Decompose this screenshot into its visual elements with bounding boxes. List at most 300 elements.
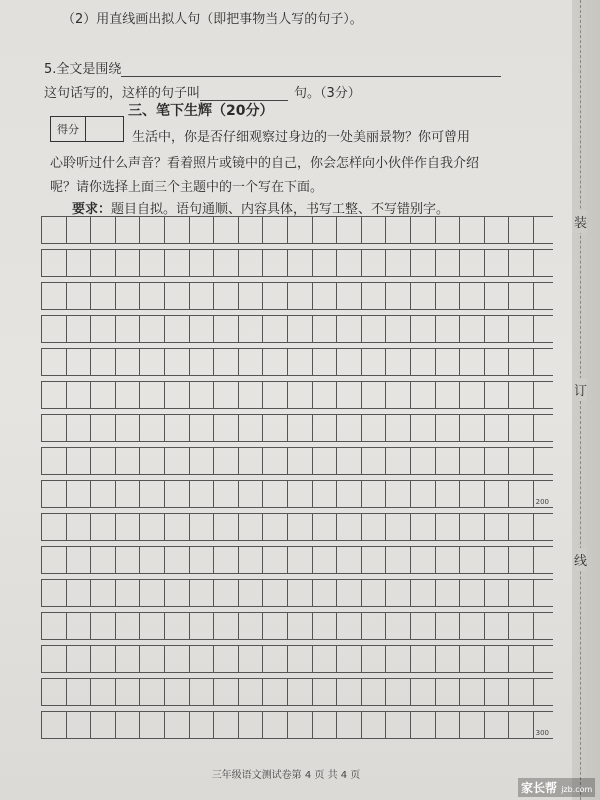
- grid-cell[interactable]: [67, 250, 92, 276]
- grid-cell[interactable]: [165, 349, 190, 375]
- grid-cell[interactable]: [42, 217, 67, 243]
- grid-cell[interactable]: [239, 547, 264, 573]
- grid-cell[interactable]: [239, 415, 264, 441]
- grid-cell[interactable]: [460, 349, 485, 375]
- grid-cell[interactable]: [42, 448, 67, 474]
- grid-cell[interactable]: [239, 646, 264, 672]
- grid-cell[interactable]: [116, 679, 141, 705]
- grid-cell[interactable]: [337, 646, 362, 672]
- grid-cell[interactable]: [214, 613, 239, 639]
- grid-cell[interactable]: [386, 580, 411, 606]
- grid-cell[interactable]: [313, 448, 338, 474]
- grid-cell[interactable]: [214, 481, 239, 507]
- grid-cell[interactable]: [42, 580, 67, 606]
- grid-cell[interactable]: [165, 481, 190, 507]
- grid-cell[interactable]: [165, 613, 190, 639]
- grid-cell[interactable]: [190, 217, 215, 243]
- grid-cell[interactable]: [337, 448, 362, 474]
- grid-cell[interactable]: [190, 547, 215, 573]
- grid-cell[interactable]: [386, 316, 411, 342]
- grid-cell[interactable]: [509, 250, 534, 276]
- grid-cell[interactable]: [239, 349, 264, 375]
- grid-cell[interactable]: [190, 382, 215, 408]
- grid-cell[interactable]: [386, 613, 411, 639]
- grid-cell[interactable]: [485, 415, 510, 441]
- grid-cell[interactable]: [214, 679, 239, 705]
- grid-cell[interactable]: [165, 316, 190, 342]
- grid-cell[interactable]: [116, 217, 141, 243]
- grid-cell[interactable]: [91, 250, 116, 276]
- grid-cell[interactable]: [67, 679, 92, 705]
- grid-cell[interactable]: [42, 514, 67, 540]
- grid-cell[interactable]: [190, 250, 215, 276]
- grid-cell[interactable]: [263, 349, 288, 375]
- grid-cell[interactable]: [288, 547, 313, 573]
- grid-cell[interactable]: [165, 712, 190, 738]
- grid-cell[interactable]: [42, 646, 67, 672]
- grid-cell[interactable]: [165, 217, 190, 243]
- grid-cell[interactable]: [263, 217, 288, 243]
- grid-cell[interactable]: [91, 580, 116, 606]
- grid-cell[interactable]: [42, 316, 67, 342]
- grid-cell[interactable]: [337, 712, 362, 738]
- grid-cell[interactable]: [190, 580, 215, 606]
- grid-cell[interactable]: [362, 547, 387, 573]
- grid-cell[interactable]: [288, 481, 313, 507]
- grid-cell[interactable]: [165, 646, 190, 672]
- grid-cell[interactable]: [263, 415, 288, 441]
- grid-cell[interactable]: [288, 448, 313, 474]
- grid-cell[interactable]: [386, 349, 411, 375]
- grid-cell[interactable]: [140, 250, 165, 276]
- grid-cell[interactable]: [263, 382, 288, 408]
- grid-cell[interactable]: [313, 547, 338, 573]
- grid-cell[interactable]: [436, 514, 461, 540]
- grid-cell[interactable]: [362, 712, 387, 738]
- grid-cell[interactable]: [239, 316, 264, 342]
- grid-cell[interactable]: [386, 547, 411, 573]
- grid-cell[interactable]: [337, 382, 362, 408]
- grid-cell[interactable]: [411, 481, 436, 507]
- grid-cell[interactable]: [67, 283, 92, 309]
- grid-cell[interactable]: [67, 580, 92, 606]
- grid-cell[interactable]: [411, 349, 436, 375]
- grid-cell[interactable]: [42, 613, 67, 639]
- grid-cell[interactable]: [509, 481, 534, 507]
- grid-cell[interactable]: [116, 481, 141, 507]
- grid-cell[interactable]: [190, 613, 215, 639]
- grid-cell[interactable]: [288, 217, 313, 243]
- grid-cell[interactable]: [239, 580, 264, 606]
- grid-cell[interactable]: [362, 250, 387, 276]
- grid-cell[interactable]: [386, 415, 411, 441]
- grid-cell[interactable]: [460, 481, 485, 507]
- grid-cell[interactable]: [436, 349, 461, 375]
- grid-cell[interactable]: [313, 217, 338, 243]
- grid-cell[interactable]: [509, 217, 534, 243]
- grid-cell[interactable]: [91, 283, 116, 309]
- grid-cell[interactable]: [411, 283, 436, 309]
- grid-cell[interactable]: [485, 580, 510, 606]
- grid-cell[interactable]: [436, 382, 461, 408]
- grid-cell[interactable]: [288, 514, 313, 540]
- grid-cell[interactable]: [214, 283, 239, 309]
- grid-cell[interactable]: [436, 448, 461, 474]
- grid-cell[interactable]: [460, 283, 485, 309]
- grid-cell[interactable]: [460, 448, 485, 474]
- grid-cell[interactable]: [165, 547, 190, 573]
- grid-cell[interactable]: [165, 580, 190, 606]
- grid-cell[interactable]: [288, 679, 313, 705]
- grid-cell[interactable]: [362, 415, 387, 441]
- grid-cell[interactable]: [214, 382, 239, 408]
- grid-cell[interactable]: [67, 349, 92, 375]
- grid-cell[interactable]: [313, 712, 338, 738]
- grid-cell[interactable]: [91, 349, 116, 375]
- grid-cell[interactable]: [460, 514, 485, 540]
- grid-cell[interactable]: [190, 349, 215, 375]
- grid-cell[interactable]: [263, 514, 288, 540]
- grid-cell[interactable]: [239, 217, 264, 243]
- grid-cell[interactable]: [239, 283, 264, 309]
- grid-cell[interactable]: [263, 316, 288, 342]
- grid-cell[interactable]: [239, 613, 264, 639]
- grid-cell[interactable]: [288, 349, 313, 375]
- grid-cell[interactable]: [485, 382, 510, 408]
- grid-cell[interactable]: [116, 250, 141, 276]
- grid-cell[interactable]: [288, 580, 313, 606]
- grid-cell[interactable]: [436, 283, 461, 309]
- grid-cell[interactable]: [165, 415, 190, 441]
- grid-cell[interactable]: [263, 580, 288, 606]
- grid-cell[interactable]: [485, 448, 510, 474]
- grid-cell[interactable]: [411, 679, 436, 705]
- grid-cell[interactable]: [411, 646, 436, 672]
- grid-cell[interactable]: [67, 481, 92, 507]
- grid-cell[interactable]: [214, 349, 239, 375]
- grid-cell[interactable]: [337, 580, 362, 606]
- grid-cell[interactable]: [362, 217, 387, 243]
- grid-cell[interactable]: [67, 613, 92, 639]
- grid-cell[interactable]: [42, 283, 67, 309]
- grid-cell[interactable]: [337, 217, 362, 243]
- grid-cell[interactable]: [436, 580, 461, 606]
- grid-cell[interactable]: [42, 481, 67, 507]
- grid-cell[interactable]: [288, 613, 313, 639]
- grid-cell[interactable]: [337, 514, 362, 540]
- grid-cell[interactable]: [362, 316, 387, 342]
- grid-cell[interactable]: [337, 415, 362, 441]
- grid-cell[interactable]: [214, 415, 239, 441]
- grid-cell[interactable]: [165, 382, 190, 408]
- grid-cell[interactable]: [313, 613, 338, 639]
- grid-cell[interactable]: [214, 580, 239, 606]
- grid-cell[interactable]: [42, 679, 67, 705]
- grid-cell[interactable]: [91, 547, 116, 573]
- grid-cell[interactable]: [436, 415, 461, 441]
- grid-cell[interactable]: [165, 679, 190, 705]
- grid-cell[interactable]: [140, 514, 165, 540]
- grid-cell[interactable]: [460, 679, 485, 705]
- grid-cell[interactable]: [67, 415, 92, 441]
- grid-cell[interactable]: [509, 415, 534, 441]
- grid-cell[interactable]: [411, 316, 436, 342]
- grid-cell[interactable]: [386, 382, 411, 408]
- grid-cell[interactable]: [91, 316, 116, 342]
- grid-cell[interactable]: [116, 415, 141, 441]
- grid-cell[interactable]: [337, 547, 362, 573]
- grid-cell[interactable]: [214, 712, 239, 738]
- grid-cell[interactable]: [165, 514, 190, 540]
- grid-cell[interactable]: [509, 283, 534, 309]
- grid-cell[interactable]: [165, 250, 190, 276]
- grid-cell[interactable]: [485, 349, 510, 375]
- grid-cell[interactable]: [116, 316, 141, 342]
- grid-cell[interactable]: [140, 547, 165, 573]
- grid-cell[interactable]: [140, 646, 165, 672]
- grid-cell[interactable]: [485, 679, 510, 705]
- grid-cell[interactable]: [190, 679, 215, 705]
- grid-cell[interactable]: [411, 217, 436, 243]
- grid-cell[interactable]: [42, 547, 67, 573]
- grid-cell[interactable]: [67, 547, 92, 573]
- grid-cell[interactable]: [386, 679, 411, 705]
- grid-cell[interactable]: [67, 448, 92, 474]
- grid-cell[interactable]: [436, 547, 461, 573]
- grid-cell[interactable]: [460, 547, 485, 573]
- grid-cell[interactable]: [116, 349, 141, 375]
- grid-cell[interactable]: [140, 283, 165, 309]
- grid-cell[interactable]: [337, 481, 362, 507]
- grid-cell[interactable]: [116, 712, 141, 738]
- grid-cell[interactable]: [116, 382, 141, 408]
- grid-cell[interactable]: [362, 613, 387, 639]
- grid-cell[interactable]: [42, 250, 67, 276]
- grid-cell[interactable]: [386, 217, 411, 243]
- grid-cell[interactable]: [509, 448, 534, 474]
- grid-cell[interactable]: [91, 448, 116, 474]
- grid-cell[interactable]: [460, 316, 485, 342]
- grid-cell[interactable]: [337, 613, 362, 639]
- grid-cell[interactable]: [337, 250, 362, 276]
- grid-cell[interactable]: [214, 316, 239, 342]
- grid-cell[interactable]: [67, 514, 92, 540]
- grid-cell[interactable]: [140, 679, 165, 705]
- grid-cell[interactable]: [460, 415, 485, 441]
- grid-cell[interactable]: [460, 613, 485, 639]
- grid-cell[interactable]: [42, 415, 67, 441]
- grid-cell[interactable]: [165, 283, 190, 309]
- grid-cell[interactable]: [460, 217, 485, 243]
- score-entry[interactable]: [86, 117, 123, 141]
- grid-cell[interactable]: [313, 283, 338, 309]
- grid-cell[interactable]: [239, 250, 264, 276]
- grid-cell[interactable]: [214, 514, 239, 540]
- grid-cell[interactable]: [42, 382, 67, 408]
- grid-cell[interactable]: [263, 679, 288, 705]
- grid-cell[interactable]: [509, 646, 534, 672]
- grid-cell[interactable]: [91, 679, 116, 705]
- grid-cell[interactable]: [485, 547, 510, 573]
- grid-cell[interactable]: [509, 580, 534, 606]
- grid-cell[interactable]: [386, 514, 411, 540]
- grid-cell[interactable]: [239, 679, 264, 705]
- grid-cell[interactable]: [214, 646, 239, 672]
- grid-cell[interactable]: [214, 250, 239, 276]
- grid-cell[interactable]: [140, 415, 165, 441]
- grid-cell[interactable]: [411, 712, 436, 738]
- grid-cell[interactable]: [263, 547, 288, 573]
- grid-cell[interactable]: [460, 382, 485, 408]
- grid-cell[interactable]: [116, 283, 141, 309]
- grid-cell[interactable]: [411, 547, 436, 573]
- grid-cell[interactable]: [165, 448, 190, 474]
- grid-cell[interactable]: [509, 547, 534, 573]
- grid-cell[interactable]: [239, 514, 264, 540]
- grid-cell[interactable]: [411, 448, 436, 474]
- grid-cell[interactable]: [485, 283, 510, 309]
- grid-cell[interactable]: [313, 415, 338, 441]
- grid-cell[interactable]: [313, 481, 338, 507]
- grid-cell[interactable]: [362, 514, 387, 540]
- grid-cell[interactable]: [436, 316, 461, 342]
- grid-cell[interactable]: [190, 283, 215, 309]
- grid-cell[interactable]: [288, 646, 313, 672]
- grid-cell[interactable]: [436, 613, 461, 639]
- grid-cell[interactable]: [337, 283, 362, 309]
- grid-cell[interactable]: [263, 250, 288, 276]
- grid-cell[interactable]: [436, 679, 461, 705]
- grid-cell[interactable]: [116, 547, 141, 573]
- grid-cell[interactable]: [67, 646, 92, 672]
- grid-cell[interactable]: [509, 679, 534, 705]
- grid-cell[interactable]: [288, 316, 313, 342]
- grid-cell[interactable]: [460, 580, 485, 606]
- grid-cell[interactable]: [91, 613, 116, 639]
- grid-cell[interactable]: [263, 646, 288, 672]
- grid-cell[interactable]: [190, 316, 215, 342]
- grid-cell[interactable]: [140, 448, 165, 474]
- grid-cell[interactable]: [214, 448, 239, 474]
- grid-cell[interactable]: [411, 382, 436, 408]
- grid-cell[interactable]: [362, 349, 387, 375]
- grid-cell[interactable]: [288, 415, 313, 441]
- grid-cell[interactable]: [509, 712, 534, 738]
- grid-cell[interactable]: [485, 217, 510, 243]
- grid-cell[interactable]: [190, 646, 215, 672]
- grid-cell[interactable]: [239, 712, 264, 738]
- grid-cell[interactable]: [313, 316, 338, 342]
- grid-cell[interactable]: [509, 613, 534, 639]
- grid-cell[interactable]: [436, 250, 461, 276]
- grid-cell[interactable]: [239, 382, 264, 408]
- grid-cell[interactable]: [386, 646, 411, 672]
- grid-cell[interactable]: [509, 514, 534, 540]
- grid-cell[interactable]: [91, 415, 116, 441]
- grid-cell[interactable]: [116, 448, 141, 474]
- grid-cell[interactable]: [263, 481, 288, 507]
- writing-grid[interactable]: [41, 216, 553, 744]
- grid-cell[interactable]: [337, 316, 362, 342]
- grid-cell[interactable]: [313, 382, 338, 408]
- grid-cell[interactable]: [386, 448, 411, 474]
- grid-cell[interactable]: [411, 580, 436, 606]
- grid-cell[interactable]: [436, 712, 461, 738]
- grid-cell[interactable]: [386, 283, 411, 309]
- grid-cell[interactable]: [362, 382, 387, 408]
- answer-blank-1[interactable]: [121, 76, 501, 77]
- grid-cell[interactable]: [337, 679, 362, 705]
- grid-cell[interactable]: [386, 250, 411, 276]
- grid-cell[interactable]: [140, 580, 165, 606]
- grid-cell[interactable]: [288, 712, 313, 738]
- grid-cell[interactable]: [386, 712, 411, 738]
- grid-cell[interactable]: [411, 514, 436, 540]
- grid-cell[interactable]: [313, 679, 338, 705]
- grid-cell[interactable]: [509, 316, 534, 342]
- grid-cell[interactable]: [140, 382, 165, 408]
- grid-cell[interactable]: [116, 580, 141, 606]
- grid-cell[interactable]: [485, 514, 510, 540]
- grid-cell[interactable]: [436, 646, 461, 672]
- grid-cell[interactable]: [91, 217, 116, 243]
- grid-cell[interactable]: [436, 481, 461, 507]
- grid-cell[interactable]: [263, 448, 288, 474]
- grid-cell[interactable]: [190, 712, 215, 738]
- grid-cell[interactable]: [485, 646, 510, 672]
- grid-cell[interactable]: [140, 217, 165, 243]
- grid-cell[interactable]: [436, 217, 461, 243]
- grid-cell[interactable]: [411, 613, 436, 639]
- grid-cell[interactable]: [116, 646, 141, 672]
- grid-cell[interactable]: [91, 712, 116, 738]
- grid-cell[interactable]: [509, 382, 534, 408]
- grid-cell[interactable]: [313, 250, 338, 276]
- grid-cell[interactable]: [42, 712, 67, 738]
- grid-cell[interactable]: [140, 481, 165, 507]
- grid-cell[interactable]: [509, 349, 534, 375]
- grid-cell[interactable]: [337, 349, 362, 375]
- grid-cell[interactable]: [313, 514, 338, 540]
- grid-cell[interactable]: [190, 514, 215, 540]
- grid-cell[interactable]: [67, 712, 92, 738]
- grid-cell[interactable]: [214, 547, 239, 573]
- grid-cell[interactable]: [362, 448, 387, 474]
- grid-cell[interactable]: [485, 613, 510, 639]
- grid-cell[interactable]: [91, 382, 116, 408]
- grid-cell[interactable]: [362, 283, 387, 309]
- grid-cell[interactable]: [263, 712, 288, 738]
- grid-cell[interactable]: [190, 448, 215, 474]
- grid-cell[interactable]: [263, 613, 288, 639]
- grid-cell[interactable]: [362, 679, 387, 705]
- grid-cell[interactable]: [313, 580, 338, 606]
- grid-cell[interactable]: [485, 712, 510, 738]
- grid-cell[interactable]: [485, 316, 510, 342]
- grid-cell[interactable]: [313, 646, 338, 672]
- grid-cell[interactable]: [411, 415, 436, 441]
- grid-cell[interactable]: [140, 316, 165, 342]
- grid-cell[interactable]: [362, 646, 387, 672]
- grid-cell[interactable]: [140, 613, 165, 639]
- grid-cell[interactable]: [411, 250, 436, 276]
- grid-cell[interactable]: [485, 481, 510, 507]
- grid-cell[interactable]: [140, 349, 165, 375]
- grid-cell[interactable]: [263, 283, 288, 309]
- grid-cell[interactable]: [485, 250, 510, 276]
- grid-cell[interactable]: [288, 283, 313, 309]
- grid-cell[interactable]: [214, 217, 239, 243]
